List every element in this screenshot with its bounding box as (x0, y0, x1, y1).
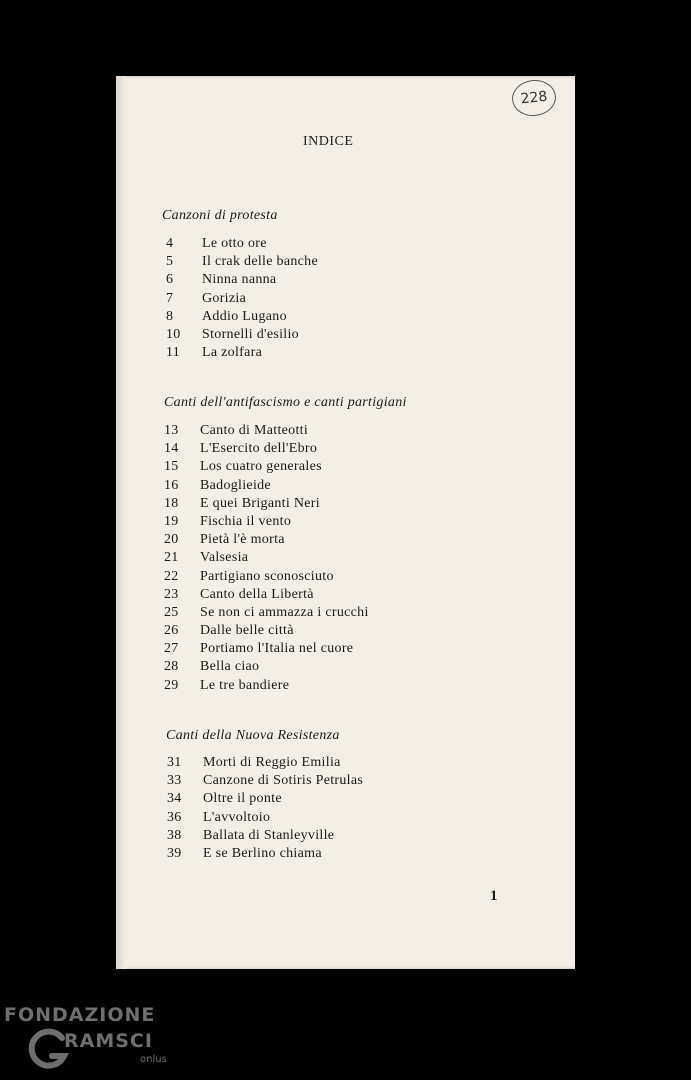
toc-song-title: Fischia il vento (200, 513, 292, 529)
toc-page-number: 38 (167, 827, 182, 843)
page-title: INDICE (303, 134, 354, 149)
logo-line-1: FONDAZIONE (4, 1004, 156, 1026)
logo-line-2: RAMSCI (64, 1030, 153, 1052)
toc-item (164, 623, 369, 641)
toc-song-title: Valsesia (200, 550, 249, 566)
toc-list-protesta (166, 236, 318, 363)
toc-page-number: 7 (166, 290, 174, 306)
toc-page-number: 4 (166, 236, 174, 251)
toc-song-title: Ballata di Stanleyville (203, 827, 335, 843)
toc-song-title: Il crak delle banche (202, 254, 318, 270)
toc-item (167, 791, 363, 809)
toc-song-title: Ninna nanna (202, 272, 277, 288)
toc-page-number: 39 (167, 845, 182, 861)
toc-item (164, 641, 369, 659)
toc-song-title: E se Berlino chiama (203, 845, 322, 861)
toc-item (167, 773, 363, 791)
toc-song-title: Partigiano sconosciuto (200, 568, 334, 584)
toc-song-title: Canto della Libertà (200, 586, 314, 602)
toc-page-number: 36 (167, 809, 182, 825)
toc-song-title: Dalle belle città (200, 623, 294, 639)
toc-song-title: Portiamo l'Italia nel cuore (200, 641, 354, 657)
toc-item (167, 828, 363, 846)
toc-item (164, 532, 369, 550)
toc-page-number: 31 (167, 755, 182, 770)
toc-item (164, 605, 369, 623)
toc-item (164, 423, 369, 441)
toc-page-number: 13 (164, 423, 179, 438)
toc-page-number: 15 (164, 459, 179, 475)
toc-song-title: Pietà l'è morta (200, 532, 285, 548)
toc-page-number: 5 (166, 254, 174, 270)
toc-item (166, 345, 318, 363)
toc-page-number: 11 (166, 345, 181, 361)
toc-item (164, 478, 369, 496)
toc-song-title: La zolfara (202, 345, 263, 361)
toc-item (164, 441, 369, 459)
toc-list-nuova-resistenza (167, 755, 363, 864)
toc-page-number: 21 (164, 550, 179, 566)
section-title-nuova-resistenza: Canti della Nuova Resistenza (166, 728, 340, 743)
toc-item (164, 587, 369, 605)
toc-page-number: 8 (166, 308, 174, 324)
toc-item (166, 272, 318, 290)
toc-page-number: 28 (164, 659, 179, 675)
logo-subtitle: onlus (140, 1054, 167, 1065)
toc-item (164, 550, 369, 568)
toc-song-title: Canzone di Sotiris Petrulas (203, 773, 364, 789)
toc-list-antifascismo (164, 423, 369, 696)
toc-song-title: Canto di Matteotti (200, 423, 309, 438)
toc-song-title: L'Esercito dell'Ebro (200, 441, 318, 457)
toc-item (164, 569, 369, 587)
page-number: 1 (490, 888, 498, 904)
toc-page-number: 22 (164, 568, 179, 584)
toc-song-title: Gorizia (202, 290, 247, 306)
toc-song-title: Addio Lugano (202, 308, 287, 324)
toc-song-title: Bella ciao (200, 659, 260, 675)
toc-song-title: Badoglieide (200, 477, 271, 493)
toc-song-title: Se non ci ammazza i crucchi (200, 604, 369, 620)
toc-page-number: 6 (166, 272, 174, 288)
toc-page-number: 19 (164, 513, 179, 529)
toc-page-number: 23 (164, 586, 179, 602)
toc-item (167, 755, 363, 773)
toc-page-number: 33 (167, 773, 182, 789)
toc-song-title: Oltre il ponte (203, 791, 282, 807)
toc-page-number: 14 (164, 441, 179, 457)
toc-item (164, 459, 369, 477)
toc-page-number: 34 (167, 791, 182, 807)
toc-page-number: 16 (164, 477, 179, 493)
toc-item (164, 496, 369, 514)
toc-song-title: Los cuatro generales (200, 459, 322, 475)
toc-page-number: 29 (164, 677, 179, 693)
toc-item (164, 514, 369, 532)
toc-item (166, 309, 318, 327)
toc-page-number: 27 (164, 641, 179, 657)
toc-song-title: Stornelli d'esilio (202, 326, 299, 342)
toc-page-number: 26 (164, 623, 179, 639)
fondazione-gramsci-logo (4, 1004, 174, 1076)
toc-song-title: Morti di Reggio Emilia (203, 755, 341, 770)
toc-song-title: E quei Briganti Neri (200, 495, 320, 511)
toc-item (166, 254, 318, 272)
toc-page-number: 18 (164, 495, 179, 511)
archive-number: 228 (519, 88, 549, 108)
toc-item (167, 846, 363, 864)
page-binding-edge (116, 76, 126, 969)
toc-song-title: Le otto ore (202, 236, 267, 251)
toc-item (166, 291, 318, 309)
toc-item (164, 678, 369, 696)
toc-song-title: Le tre bandiere (200, 677, 290, 693)
toc-page-number: 25 (164, 604, 179, 620)
section-title-protesta: Canzoni di protesta (162, 208, 278, 223)
section-title-antifascismo: Canti dell'antifascismo e canti partigiani (164, 395, 407, 410)
toc-item (166, 236, 318, 254)
toc-page-number: 10 (166, 326, 181, 342)
toc-page-number: 20 (164, 532, 179, 548)
toc-song-title: L'avvoltoio (203, 809, 271, 825)
toc-item (166, 327, 318, 345)
toc-item (164, 659, 369, 677)
toc-item (167, 810, 363, 828)
